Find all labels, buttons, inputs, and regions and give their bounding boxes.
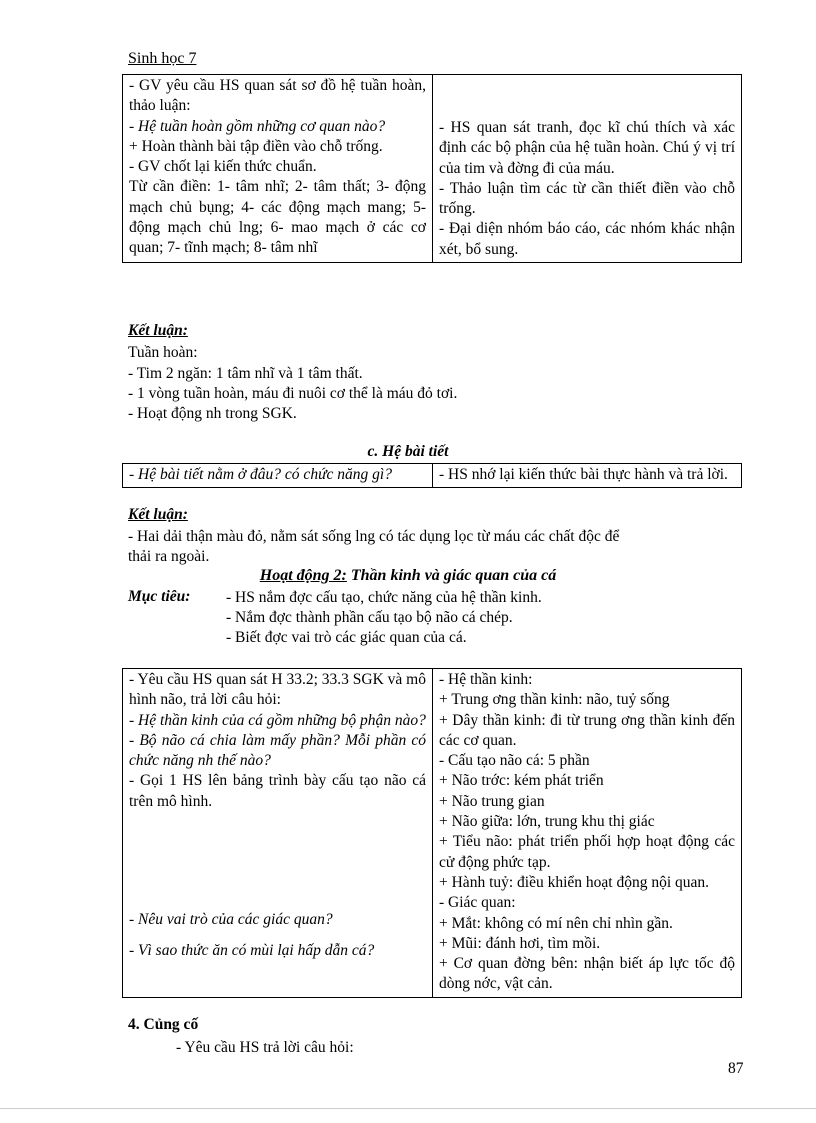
activity-2-prefix: Hoạt động 2: [259,567,347,584]
cell-paragraph: + Mũi: đánh hơi, tìm mồi. [439,934,601,952]
cell-paragraph: - Nêu vai trò của các giác quan? [129,911,333,929]
cell-paragraph: - Đại diện nhóm báo cáo, các nhóm khác nhận xét, bổ sung. [439,220,735,258]
teacher-activity-cell [123,669,433,998]
cell-paragraph: - HS quan sát tranh, đọc kĩ chú thích và xác định các bộ phận của hệ tuần hoàn. Chú ý vị trí của tim và đờng đi của máu. [439,119,735,177]
cell-paragraph: - Cấu tạo não cá: 5 phần [439,752,590,770]
cell-paragraph: - Giác quan: [439,894,516,912]
teacher-activity-cell [123,75,433,263]
cell-paragraph: Từ cần điền: 1- tâm nhĩ; 2- tâm thất; 3- động mạch chủ bụng; 4- các động mạch mang; 5- động mạch chủ lng; 6- mao mạch ở các cơ quan; 7- tĩnh mạch; 8- tâm nhĩ [129,178,426,257]
section-title-excretory: c. Hệ bài tiết [367,443,449,460]
page-number: 87 [728,1060,744,1077]
page-header: Sinh học 7 [128,50,197,67]
cell-paragraph: - Hệ thần kinh của cá gồm những bộ phận nào? [129,711,426,729]
student-activity-cell [433,669,742,998]
cell-paragraph: - Yêu cầu HS quan sát H 33.2; 33.3 SGK và mô hình não, trả lời câu hỏi: [129,671,426,709]
cell-paragraph: + Não trớc: kém phát triển [439,772,604,790]
cell-paragraph: + Hoàn thành bài tập điền vào chỗ trống. [129,137,383,155]
activity-2-title [0,567,816,585]
cell-paragraph: + Tiểu não: phát triển phối hợp hoạt động các cử động phức tạp. [439,833,735,871]
goal-item: - Biết đợc vai trò các giác quan của cá. [226,629,467,646]
cell-paragraph: + Não giữa: lớn, trung khu thị giác [439,813,655,831]
cell-paragraph: - Hệ tuần hoàn gồm những cơ quan nào? [129,117,386,135]
lesson-table-nervous-system [122,668,742,998]
cell-paragraph: - Thảo luận tìm các từ cần thiết điền vào chỗ trống. [439,179,735,218]
conclusion-line: - Hoạt động nh trong SGK. [128,405,297,422]
section-4-line: - Yêu cầu HS trả lời câu hỏi: [176,1039,354,1056]
goal-label: Mục tiêu: [128,588,191,605]
section-4-title: 4. Củng cố [128,1016,199,1033]
conclusion-line: - Hai dải thận màu đỏ, nằm sát sống lng có tác dụng lọc từ máu các chất độc để [128,528,620,545]
cell-paragraph: - GV yêu cầu HS quan sát sơ đồ hệ tuần hoàn, thảo luận: [129,77,426,115]
cell-paragraph: - HS nhớ lại kiến thức bài thực hành và trả lời. [439,466,728,483]
teacher-activity-cell [123,464,433,488]
cell-paragraph: + Hành tuỷ: điều khiển hoạt động nội quan. [439,873,710,891]
conclusion-line: - Tim 2 ngăn: 1 tâm nhĩ và 1 tâm thất. [128,365,363,382]
conclusion-line: thải ra ngoài. [128,548,210,565]
cell-paragraph: - Bộ não cá chia làm mấy phần? Mỗi phần có chức năng nh thế nào? [129,731,426,770]
activity-2-rest: Thần kinh và giác quan của cá [346,567,557,584]
cell-paragraph: - GV chốt lại kiến thức chuẩn. [129,158,317,176]
lesson-table-excretory [122,463,742,488]
cell-paragraph: + Não trung gian [439,792,545,810]
goal-item: - HS nắm đợc cấu tạo, chức năng của hệ thần kinh. [226,589,542,606]
cell-paragraph: + Dây thần kinh: đi từ trung ơng thần kinh đến các cơ quan. [439,711,735,749]
cell-paragraph: - Gọi 1 HS lên bảng trình bày cấu tạo não cá trên mô hình. [129,772,426,810]
conclusion-label: Kết luận: [128,322,188,339]
lesson-table-circulatory [122,74,742,263]
student-activity-cell [433,75,742,263]
conclusion-line: - 1 vòng tuần hoàn, máu đi nuôi cơ thể là máu đỏ tơi. [128,385,458,402]
goal-item: - Nắm đợc thành phần cấu tạo bộ não cá chép. [226,609,513,626]
conclusion-label: Kết luận: [128,506,188,523]
page-bottom-rule [0,1108,816,1109]
student-activity-cell [433,464,742,488]
cell-paragraph: - Hệ bài tiết nằm ở đâu? có chức năng gì? [129,466,392,483]
cell-paragraph: + Trung ơng thần kinh: não, tuỷ sống [439,691,670,709]
cell-paragraph: - Hệ thần kinh: [439,671,533,688]
cell-paragraph: + Mắt: không có mí nên chỉ nhìn gần. [439,914,673,932]
conclusion-line: Tuần hoàn: [128,344,198,361]
cell-paragraph: - Vì sao thức ăn có mùi lại hấp dẫn cá? [129,942,375,960]
cell-paragraph: + Cơ quan đờng bên: nhận biết áp lực tốc độ dòng nớc, vật cản. [439,955,735,993]
